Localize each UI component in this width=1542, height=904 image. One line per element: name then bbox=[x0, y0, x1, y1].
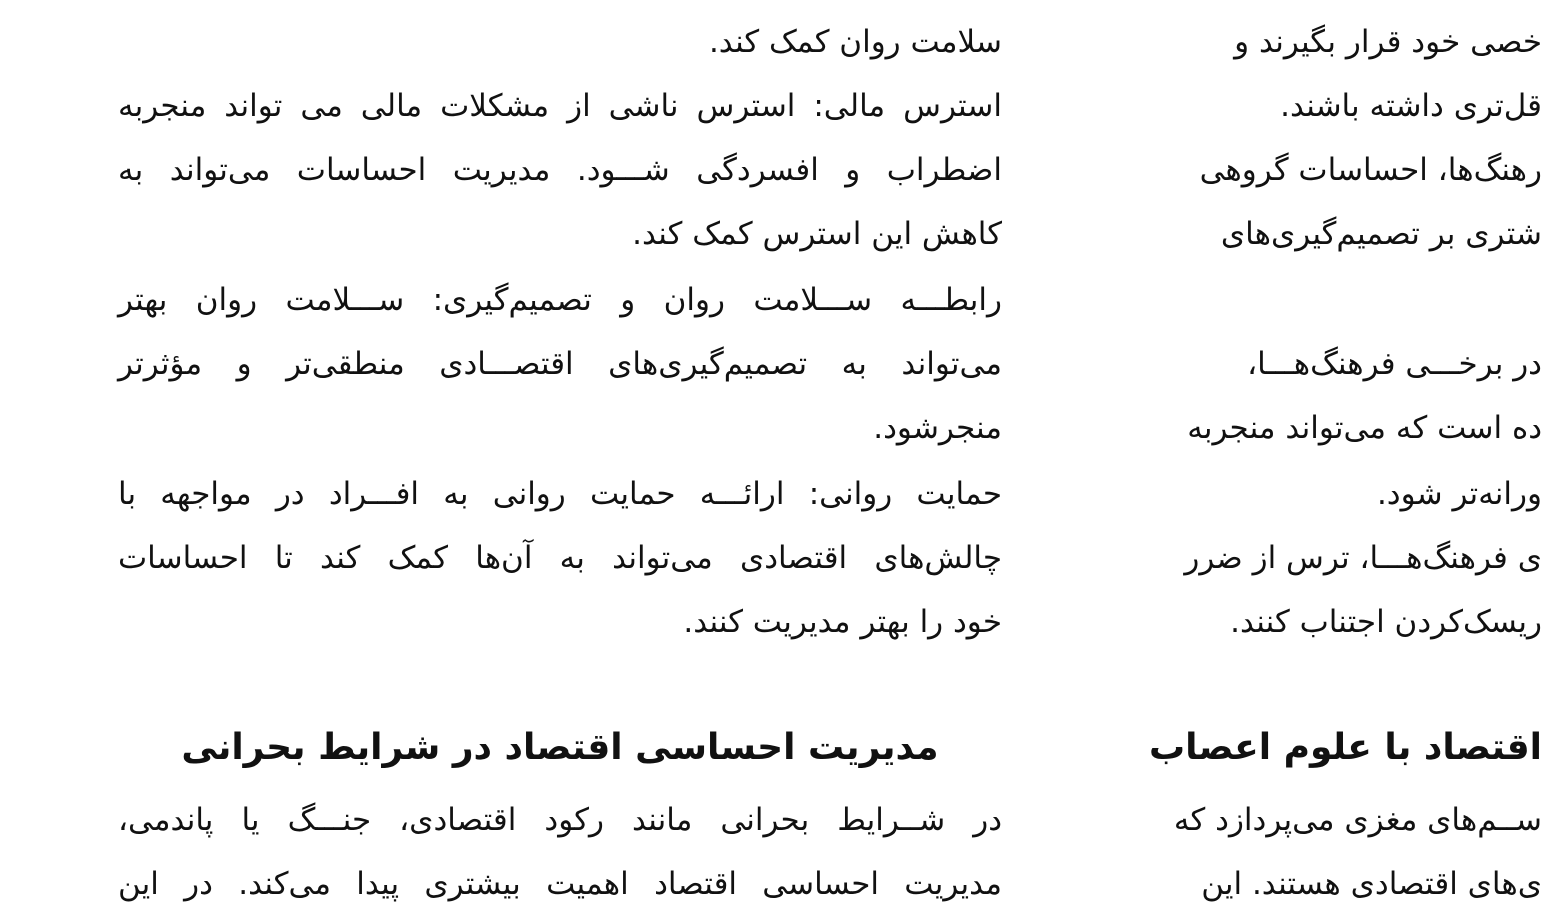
paragraph-line: در شــرایط بحرانی مانند رکود اقتصادی، جنـــگ یا پاندمی، bbox=[118, 802, 1002, 838]
paragraph-line: کاهش این استرس کمک کند. bbox=[632, 216, 1002, 252]
paragraph-line: رهنگ‌ها، احساسات گروهی bbox=[1199, 152, 1542, 188]
paragraph-line: چالش‌های اقتصادی می‌تواند به آن‌ها کمک کند تا احساسات bbox=[118, 540, 1002, 576]
paragraph-line: ســم‌های مغزی می‌پردازد که bbox=[1173, 802, 1542, 838]
paragraph-line: رابطـــه ســـلامت روان و تصمیم‌گیری: ســـلامت روان بهتر bbox=[118, 282, 1002, 318]
paragraph-line: می‌تواند به تصمیم‌گیری‌های اقتصـــادی منطقی‌تر و مؤثرتر bbox=[118, 346, 1002, 382]
paragraph-line: ده است که می‌تواند منجربه bbox=[1187, 410, 1542, 446]
section-heading: اقتصاد با علوم اعصاب bbox=[1148, 727, 1542, 768]
paragraph-line: شتری بر تصمیم‌گیری‌های bbox=[1220, 216, 1542, 252]
paragraph-line: ی‌های اقتصادی هستند. این bbox=[1201, 866, 1542, 902]
paragraph-line: حمایت روانی: ارائـــه حمایت روانی به افـــراد در مواجهه با bbox=[118, 476, 1002, 512]
paragraph-line: استرس مالی: استرس ناشی از مشکلات مالی می تواند منجربه bbox=[118, 88, 1002, 124]
paragraph-line: قل‌تری داشته باشند. bbox=[1280, 88, 1542, 124]
paragraph-line: اضطراب و افسردگی شـــود. مدیریت احساسات می‌تواند به bbox=[118, 152, 1002, 188]
paragraph-line: ی فرهنگ‌هـــا، ترس از ضرر bbox=[1184, 540, 1542, 576]
paragraph-line: سلامت روان کمک کند. bbox=[708, 24, 1002, 60]
paragraph-line: مدیریت احساسی اقتصاد اهمیت بیشتری پیدا می‌کند. در این bbox=[118, 866, 1002, 902]
paragraph-line: ورانه‌تر شود. bbox=[1376, 476, 1542, 512]
paragraph-line: خود را بهتر مدیریت کنند. bbox=[683, 604, 1002, 640]
paragraph-line: در برخـــی فرهنگ‌هـــا، bbox=[1247, 346, 1542, 382]
section-heading: مدیریت احساسی اقتصاد در شرایط بحرانی bbox=[181, 727, 939, 768]
paragraph-line: خصی خود قرار بگیرند و bbox=[1234, 24, 1542, 60]
paragraph-line: منجرشود. bbox=[873, 410, 1002, 446]
paragraph-line: ریسک‌کردن اجتناب کنند. bbox=[1230, 604, 1542, 640]
